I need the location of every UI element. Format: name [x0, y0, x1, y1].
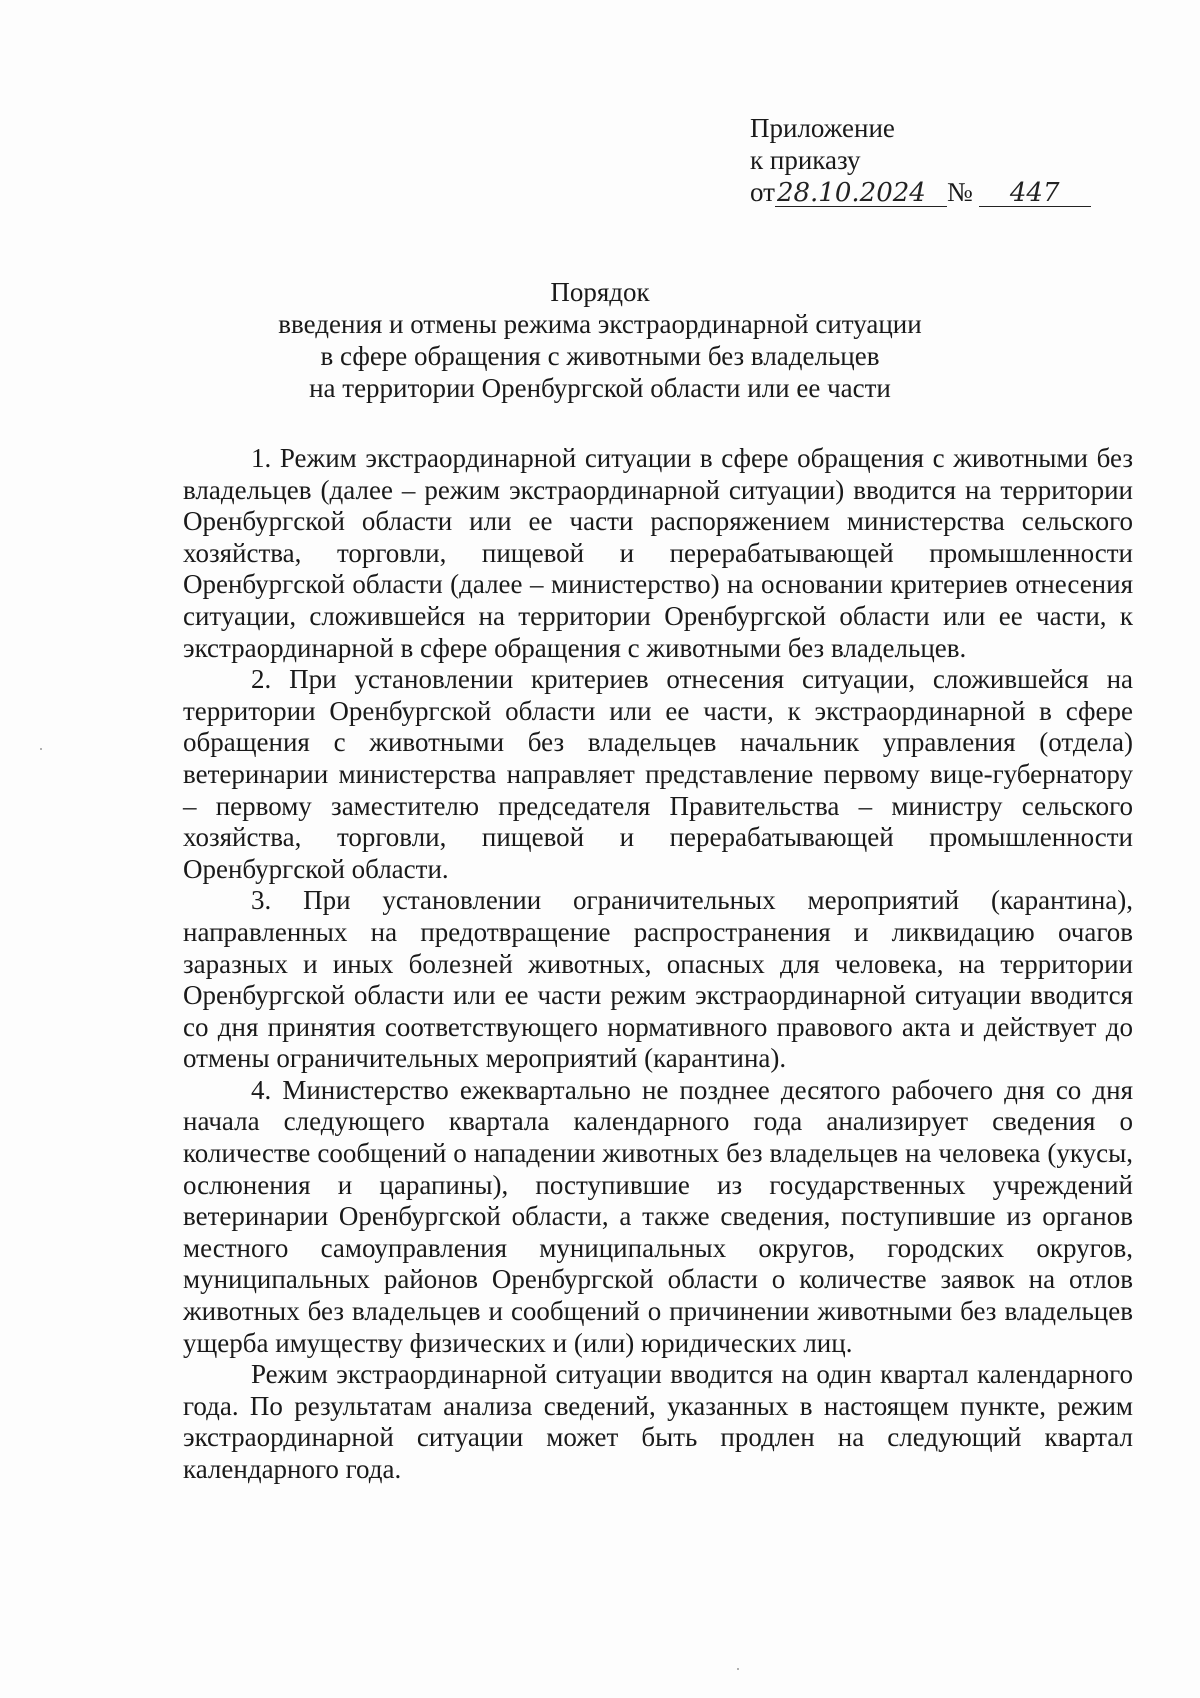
- number-label: №: [946, 177, 973, 207]
- paragraph-2: 2. При установлении критериев отнесения ситуации, сложившейся на территории Оренбургской области или ее части, к экстраординарной в сфере обращения с животными без владельцев начальник управления (отдела) ветеринарии министерства направляет представление первому вице-губернатору – первому заместителю председателя Правительства – министру сельского хозяйства, торговли, пищевой и перерабатывающей промышленности Оренбургской области.: [183, 664, 1133, 884]
- paragraph-1: 1. Режим экстраординарной ситуации в сфере обращения с животными без владельцев (далее – режим экстраординарной ситуации) вводится на территории Оренбургской области или ее части распоряжением министерства сельского хозяйства, торговли, пищевой и перерабатывающей промышленности Оренбургской области (далее – министерство) на основании критериев отнесения ситуации, сложившейся на территории Оренбургской области или ее части, к экстраординарной в сфере обращения с животными без владельцев.: [183, 443, 1133, 663]
- appendix-date-number-line: [750, 176, 1091, 208]
- from-label: от: [750, 177, 775, 207]
- paragraph-3: 3. При установлении ограничительных мероприятий (карантина), направленных на предотвращение распространения и ликвидацию очагов заразных и иных болезней животных, опасных для человека, на территории Оренбургской области или ее части режим экстраординарной ситуации вводится со дня принятия соответствующего нормативного правового акта и действует до отмены ограничительных мероприятий (карантина).: [183, 885, 1133, 1074]
- document-body: [183, 443, 1133, 1486]
- paragraph-5: Режим экстраординарной ситуации вводится на один квартал календарного года. По результатам анализа сведений, указанных в настоящем пункте, режим экстраординарной ситуации может быть продлен на следующий квартал календарного года.: [183, 1359, 1133, 1484]
- title-heading: Порядок: [550, 277, 650, 307]
- handwritten-number: 447: [979, 180, 1091, 207]
- title-line-2: в сфере обращения с животными без владельцев: [320, 341, 880, 371]
- document-title: [150, 276, 1050, 404]
- appendix-title: Приложение: [750, 113, 895, 143]
- appendix-order-ref: к приказу: [750, 145, 861, 175]
- appendix-block: [750, 112, 1091, 208]
- paragraph-4: 4. Министерство ежеквартально не позднее десятого рабочего дня со дня начала следующего квартала календарного года анализирует сведения о количестве сообщений о нападении животных без владельцев на человека (укусы, ослюнения и царапины), поступившие из государственных учреждений ветеринарии Оренбургской области, а также сведения, поступившие из органов местного самоуправления муниципальных округов, городских округов, муниципальных районов Оренбургской области о количестве заявок на отлов животных без владельцев и сообщений о причинении животными без владельцев ущерба имуществу физических и (или) юридических лиц.: [183, 1074, 1133, 1358]
- title-line-3: на территории Оренбургской области или ее части: [309, 373, 891, 403]
- title-line-1: введения и отмены режима экстраординарной ситуации: [278, 309, 922, 339]
- scan-speck: [40, 748, 42, 750]
- scan-speck: [737, 1668, 739, 1670]
- handwritten-date: 28.10.2024: [775, 180, 947, 207]
